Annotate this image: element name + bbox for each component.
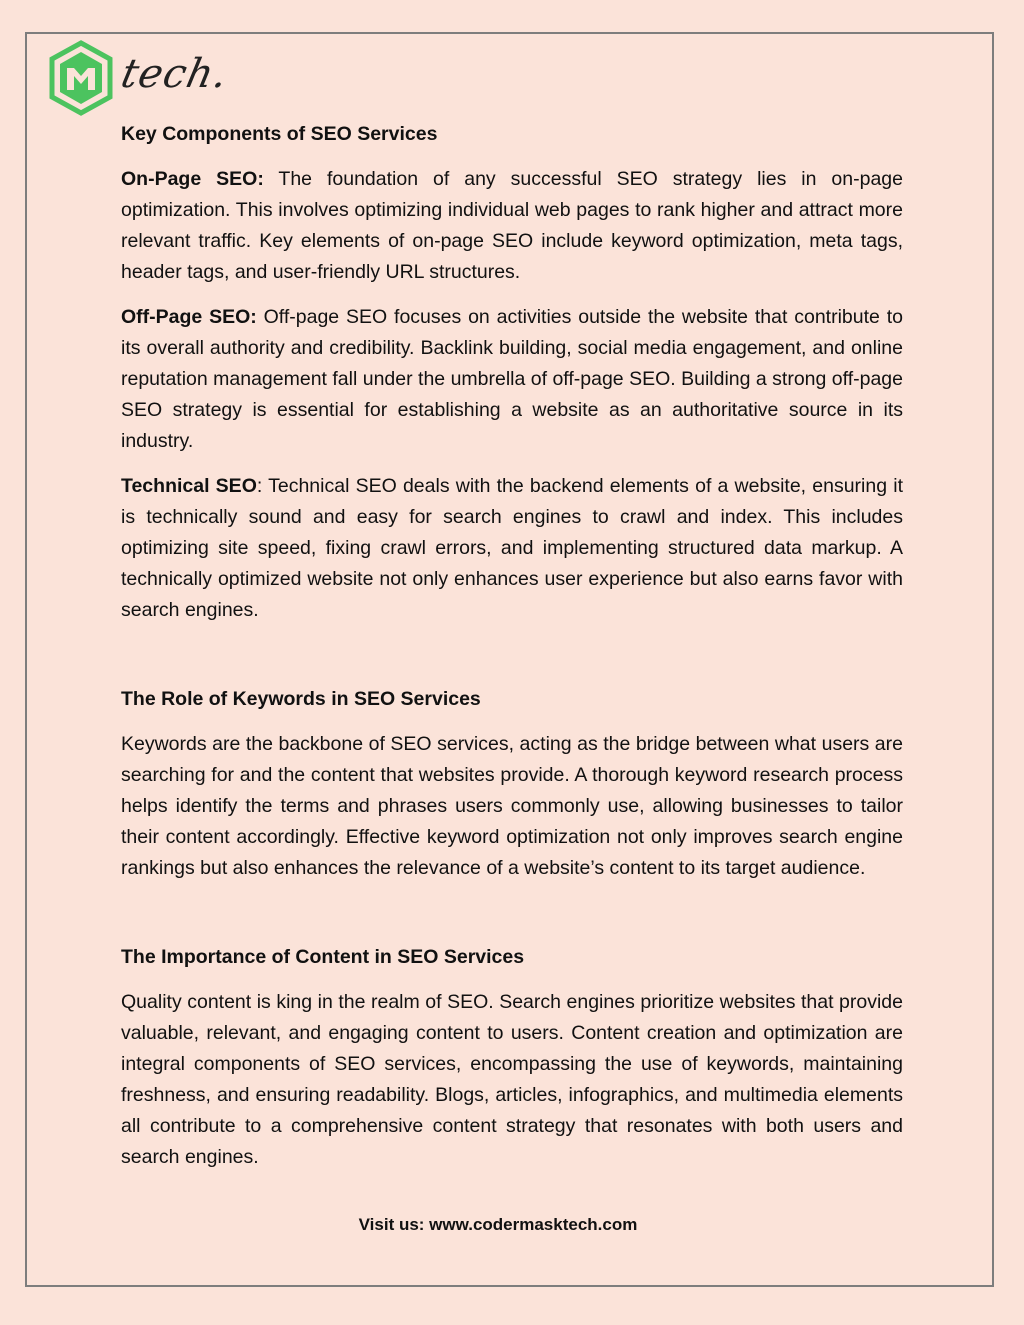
text-technical-seo: : Technical SEO deals with the backend elements of a website, ensuring it is technically sound and easy for search engines to crawl and index. This includes optimizing site speed, fixing crawl errors, and implementing structured data markup. A technically optimized website not only enhances user experience but also earns favor with search engines. — [121, 475, 904, 621]
footer-visit-link[interactable]: Visit us: www.codermasktech.com — [358, 1215, 638, 1234]
heading-role-of-keywords: The Role of Keywords in SEO Services — [121, 688, 481, 710]
document-body — [121, 119, 903, 1187]
label-technical-seo: Technical SEO — [121, 475, 257, 497]
brand-logo — [48, 40, 233, 116]
text-on-page-seo: The foundation of any successful SEO strategy lies in on-page optimization. This involves optimizing individual web pages to rank higher and attract more relevant traffic. Key elements of on-page SEO include keyword optimization, meta tags, header tags, and user-friendly URL structures. — [121, 168, 903, 283]
paragraph-off-page-seo — [121, 302, 903, 457]
paragraph-keywords: Keywords are the backbone of SEO services, acting as the bridge between what users are searching for and the content that websites provide. A thorough keyword research process helps identify the terms and phrases users commonly use, allowing businesses to tailor their content accordingly. Effective keyword optimization not only improves search engine rankings but also enhances the relevance of a website’s content to its target audience. — [121, 733, 903, 879]
paragraph-technical-seo — [121, 471, 903, 626]
logo-text: tech. — [117, 51, 233, 97]
paragraph-on-page-seo — [121, 164, 903, 288]
heading-key-components: Key Components of SEO Services — [121, 123, 438, 145]
footer — [0, 1215, 1024, 1235]
heading-importance-of-content: The Importance of Content in SEO Services — [121, 946, 525, 968]
section-spacer — [121, 898, 903, 942]
paragraph-content: Quality content is king in the realm of SEO. Search engines prioritize websites that provide valuable, relevant, and engaging content to users. Content creation and optimization are integral components of SEO services, encompassing the use of keywords, maintaining freshness, and ensuring readability. Blogs, articles, infographics, and multimedia elements all contribute to a comprehensive content strategy that resonates with both users and search engines. — [121, 991, 903, 1168]
text-off-page-seo: Off-page SEO focuses on activities outside the website that contribute to its overall authority and credibility. Backlink building, social media engagement, and online reputation management fall under the umbrella of off-page SEO. Building a strong off-page SEO strategy is essential for establishing a website as an authoritative source in its industry. — [121, 306, 903, 452]
cm-hexagon-logo-icon — [48, 40, 114, 116]
label-on-page-seo: On-Page SEO: — [121, 168, 264, 190]
section-spacer — [121, 640, 903, 684]
label-off-page-seo: Off-Page SEO: — [121, 306, 257, 328]
